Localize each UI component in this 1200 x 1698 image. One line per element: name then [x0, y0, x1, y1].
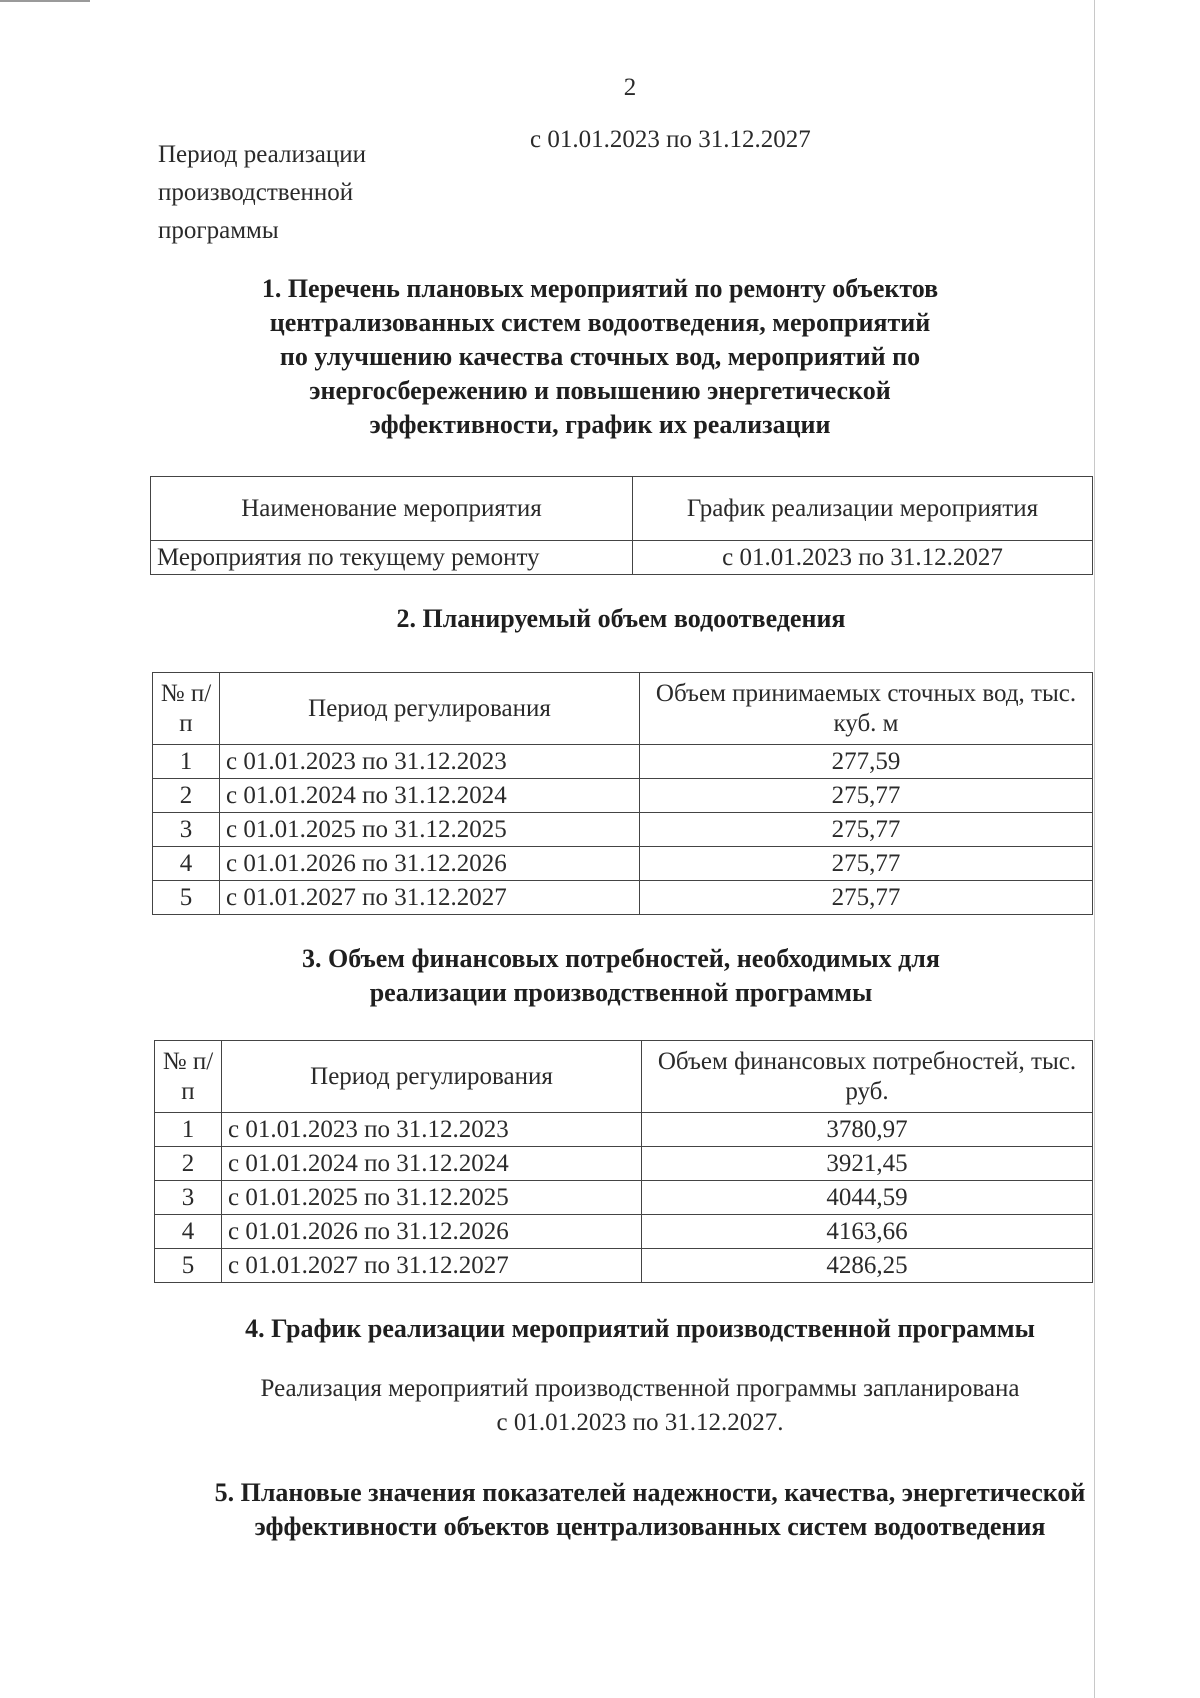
section3-title-line: реализации производственной программы [369, 978, 873, 1007]
section5-title-line: 5. Плановые значения показателей надежности, качества, энергетической [214, 1478, 1086, 1507]
column-header-period: Период регулирования [220, 673, 640, 745]
table-row [153, 813, 1093, 847]
row-number-cell: 2 [153, 779, 220, 813]
period-cell: с 01.01.2024 по 31.12.2024 [220, 779, 640, 813]
section3-title-line: 3. Объем финансовых потребностей, необходимых для [302, 944, 940, 973]
section1-title-line: 1. Перечень плановых мероприятий по ремонту объектов [261, 274, 939, 303]
column-header: График реализации мероприятия [633, 477, 1093, 541]
volume-cell: 275,77 [640, 813, 1093, 847]
volume-cell: 275,77 [640, 779, 1093, 813]
period-cell: с 01.01.2026 по 31.12.2026 [220, 847, 640, 881]
table-row [153, 745, 1093, 779]
period-label-line: программы [158, 217, 279, 244]
finance-cell: 3780,97 [642, 1113, 1093, 1147]
period-cell: с 01.01.2027 по 31.12.2027 [222, 1249, 642, 1283]
period-label-line: производственной [158, 179, 354, 206]
column-header-finance: Объем финансовых потребностей, тыс. руб. [642, 1041, 1093, 1113]
section4-title: 4. График реализации мероприятий производственной программы [245, 1314, 1035, 1343]
table-row [155, 1147, 1093, 1181]
activity-name-cell: Мероприятия по текущему ремонту [151, 541, 633, 575]
column-header-number: № п/п [155, 1041, 222, 1113]
finance-cell: 4286,25 [642, 1249, 1093, 1283]
row-number-cell: 3 [153, 813, 220, 847]
section1-title-line: по улучшению качества сточных вод, мероприятий по [279, 342, 921, 371]
volume-cell: 277,59 [640, 745, 1093, 779]
table-row [151, 541, 1093, 575]
finance-table [154, 1040, 1093, 1283]
volume-table [152, 672, 1093, 915]
row-number-cell: 1 [153, 745, 220, 779]
period-cell: с 01.01.2026 по 31.12.2026 [222, 1215, 642, 1249]
table-row [153, 779, 1093, 813]
period-cell: с 01.01.2023 по 31.12.2023 [222, 1113, 642, 1147]
column-header-volume: Объем принимаемых сточных вод, тыс. куб. м [640, 673, 1093, 745]
period-cell: с 01.01.2027 по 31.12.2027 [220, 881, 640, 915]
row-number-cell: 5 [155, 1249, 222, 1283]
table-row [155, 1249, 1093, 1283]
row-number-cell: 1 [155, 1113, 222, 1147]
section1-title-line: энергосбережению и повышению энергетической [309, 376, 891, 405]
section1-title [150, 272, 1050, 442]
section1-title-line: эффективности, график их реализации [369, 410, 831, 439]
row-number-cell: 3 [155, 1181, 222, 1215]
page-number: 2 [623, 74, 637, 101]
period-cell: с 01.01.2024 по 31.12.2024 [222, 1147, 642, 1181]
section2-title: 2. Планируемый объем водоотведения [396, 604, 846, 633]
section4-text-line: с 01.01.2023 по 31.12.2027. [496, 1409, 784, 1436]
section5-title [110, 1476, 1190, 1544]
section4-text [150, 1372, 1130, 1440]
row-number-cell: 2 [155, 1147, 222, 1181]
table-row [153, 847, 1093, 881]
finance-cell: 3921,45 [642, 1147, 1093, 1181]
period-value: с 01.01.2023 по 31.12.2027 [530, 126, 811, 153]
column-header: Наименование мероприятия [151, 477, 633, 541]
section3-title [150, 942, 1092, 1010]
period-label-line: Период реализации [158, 141, 366, 168]
table-row [153, 881, 1093, 915]
table-header-row [155, 1041, 1093, 1113]
finance-cell: 4163,66 [642, 1215, 1093, 1249]
scan-corner-mark [0, 0, 90, 2]
row-number-cell: 5 [153, 881, 220, 915]
scan-edge-line [1094, 0, 1095, 1698]
volume-cell: 275,77 [640, 881, 1093, 915]
table-row [155, 1181, 1093, 1215]
activities-table [150, 476, 1093, 575]
row-number-cell: 4 [153, 847, 220, 881]
table-row [155, 1215, 1093, 1249]
period-cell: с 01.01.2025 по 31.12.2025 [220, 813, 640, 847]
period-cell: с 01.01.2025 по 31.12.2025 [222, 1181, 642, 1215]
row-number-cell: 4 [155, 1215, 222, 1249]
section4-text-line: Реализация мероприятий производственной программы запланирована [260, 1375, 1020, 1402]
table-row [155, 1113, 1093, 1147]
period-label [158, 136, 418, 250]
section5-title-line: эффективности объектов централизованных систем водоотведения [254, 1512, 1046, 1541]
activity-schedule-cell: с 01.01.2023 по 31.12.2027 [633, 541, 1093, 575]
finance-cell: 4044,59 [642, 1181, 1093, 1215]
section1-title-line: централизованных систем водоотведения, мероприятий [269, 308, 931, 337]
period-cell: с 01.01.2023 по 31.12.2023 [220, 745, 640, 779]
table-header-row [151, 477, 1093, 541]
table-header-row [153, 673, 1093, 745]
column-header-number: № п/п [153, 673, 220, 745]
column-header-period: Период регулирования [222, 1041, 642, 1113]
volume-cell: 275,77 [640, 847, 1093, 881]
